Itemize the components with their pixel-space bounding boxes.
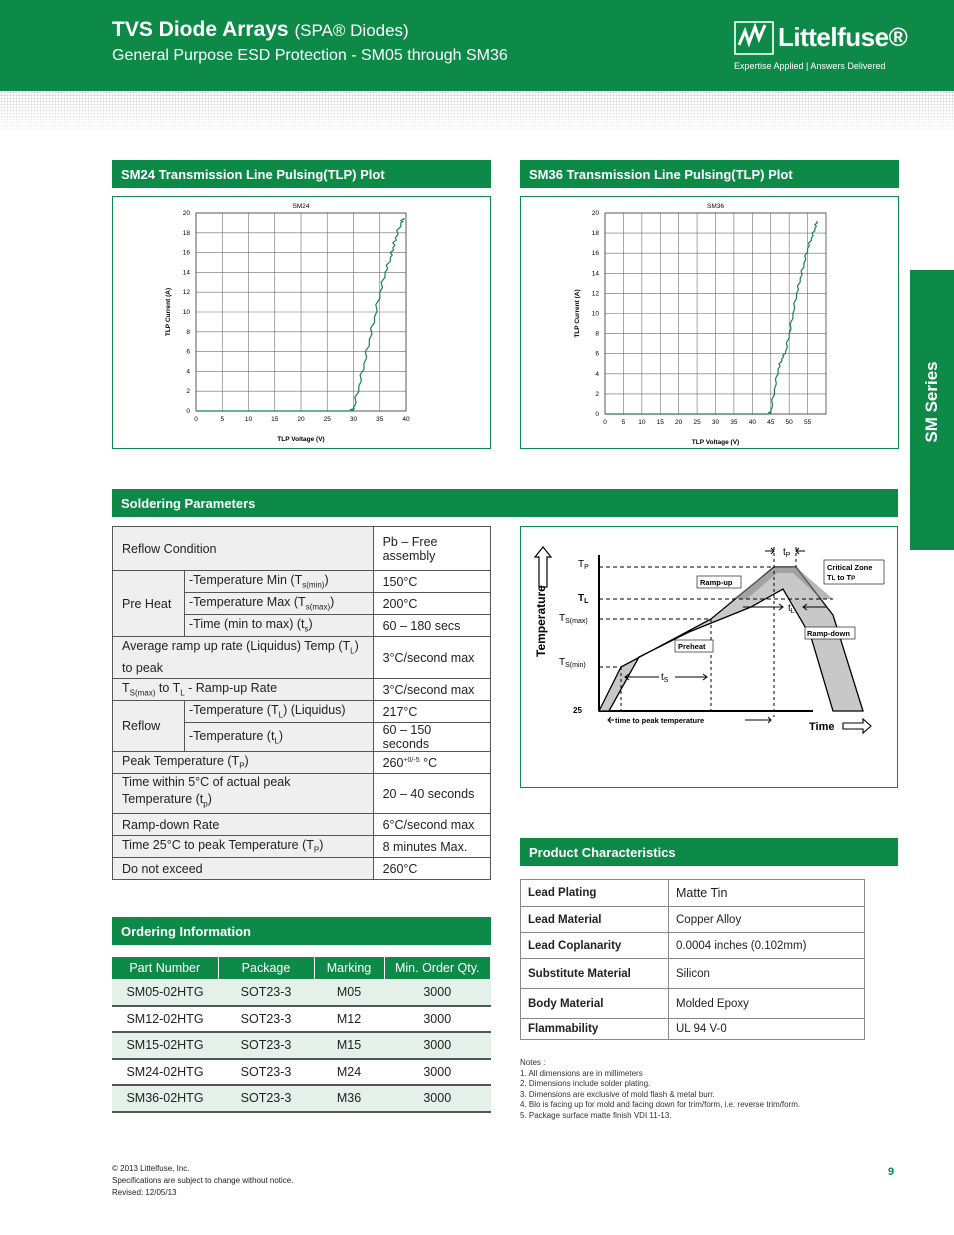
- x-tick-label: 35: [730, 419, 738, 426]
- package: SOT23-3: [218, 1032, 314, 1059]
- sm24-plot-heading: SM24 Transmission Line Pulsing(TLP) Plot: [112, 160, 491, 188]
- x-tick-label: 25: [323, 416, 331, 423]
- y-tick-label: 8: [186, 328, 190, 336]
- logo-tagline: Expertise Applied | Answers Delivered: [734, 61, 886, 71]
- x-axis-label: Time: [809, 721, 835, 733]
- soldering-heading: Soldering Parameters: [112, 489, 898, 517]
- solder-label: Peak Temperature $(T_P)$: [113, 752, 374, 774]
- series-line: [605, 221, 817, 414]
- product-value: Copper Alloy: [669, 907, 865, 933]
- solder-value: 150°C: [373, 571, 490, 593]
- y-tick-label: 10: [182, 309, 190, 316]
- min-order-qty: 3000: [384, 1032, 491, 1059]
- solder-value: 60 – 180 secs: [373, 615, 490, 637]
- marking: M24: [314, 1059, 384, 1086]
- note-item: 4. Blo is facing up for mold and facing down for trim/form, i.e. reverse trim/form.: [520, 1100, 801, 1109]
- time-axis-arrow-icon: [843, 719, 871, 733]
- solder-value: 8 minutes Max.: [373, 836, 490, 858]
- marking: M36: [314, 1085, 384, 1112]
- solder-group-label: Reflow: [113, 701, 185, 752]
- y-tick-label: 12: [591, 290, 599, 298]
- revision-date: Revised: 12/05/13: [112, 1188, 177, 1197]
- page-footer: [112, 1163, 293, 1199]
- product-value: Matte Tin: [669, 880, 865, 907]
- table-row: [112, 1085, 491, 1112]
- table-row: [113, 752, 491, 774]
- min-order-qty: 3000: [384, 1085, 491, 1112]
- note-item: 5. Package surface matte finish VDI 11-13.: [520, 1110, 672, 1120]
- table-row: [521, 933, 865, 959]
- table-row: [521, 989, 865, 1019]
- table-header-row: [112, 957, 491, 979]
- table-row: [112, 1006, 491, 1033]
- product-key: Lead Material: [521, 907, 669, 933]
- y-axis-label: Temperature: [534, 585, 548, 657]
- solder-value: 3°C/second max: [373, 679, 490, 701]
- table-row: [113, 836, 491, 858]
- t25-label: 25: [573, 706, 582, 715]
- x-tick-label: 25: [693, 419, 701, 426]
- package: SOT23-3: [218, 1006, 314, 1033]
- solder-value: 217°C: [373, 701, 490, 723]
- y-tick-label: 20: [591, 210, 599, 217]
- sm24-tlp-chart: [112, 196, 491, 449]
- table-row: [521, 959, 865, 989]
- x-axis-label: TLP Voltage (V): [277, 436, 325, 443]
- solder-label: Reflow Condition: [113, 527, 374, 571]
- column-header: Package: [218, 957, 314, 979]
- solder-value: 200°C: [373, 593, 490, 615]
- solder-sub-label: -Time (min to max) $(t_s)$: [185, 615, 374, 637]
- chart-grid: [196, 213, 406, 411]
- tl-time-label: $t_L$: [788, 603, 795, 615]
- column-header: Min. Order Qty.: [384, 957, 491, 979]
- column-header: Part Number: [112, 957, 218, 979]
- x-tick-label: 50: [785, 419, 793, 426]
- series-line: [196, 218, 404, 411]
- side-tab-label: SM Series: [922, 361, 941, 443]
- x-tick-label: 55: [803, 419, 812, 426]
- x-tick-label: 10: [638, 419, 646, 426]
- x-tick-label: 0: [603, 419, 607, 426]
- table-row: [113, 858, 491, 880]
- y-tick-label: 20: [182, 210, 190, 217]
- logo-text: Littelfuse®: [778, 22, 908, 52]
- ordering-heading: Ordering Information: [112, 917, 491, 945]
- reflow-profile-svg: [521, 527, 899, 789]
- table-row: [521, 907, 865, 933]
- y-tick-label: 0: [595, 411, 599, 418]
- package: SOT23-3: [218, 979, 314, 1006]
- package: SOT23-3: [218, 1085, 314, 1112]
- solder-value: 60 – 150 seconds: [373, 723, 490, 752]
- column-header: Marking: [314, 957, 384, 979]
- x-tick-label: 30: [711, 419, 720, 426]
- y-tick-label: 14: [182, 269, 190, 277]
- x-tick-label: 5: [621, 419, 626, 426]
- x-tick-label: 45: [767, 419, 775, 426]
- table-row: [113, 774, 491, 814]
- tp-time-label: $t_P$: [783, 547, 791, 559]
- table-row: [112, 1032, 491, 1059]
- x-tick-label: 5: [220, 416, 225, 423]
- ts-time-label: $t_S$: [661, 672, 669, 684]
- y-tick-label: 6: [186, 348, 190, 356]
- y-tick-label: 6: [595, 350, 599, 358]
- solder-sub-label: -Temperature Min $(T_{s(min)})$: [185, 571, 374, 593]
- x-tick-label: 20: [675, 419, 683, 426]
- temperature-axis-arrow-icon: [535, 547, 551, 587]
- tp-label: $T_P$: [578, 559, 589, 571]
- x-tick-label: 35: [376, 416, 384, 423]
- doc-subtitle: General Purpose ESD Protection - SM05 through SM36: [112, 47, 508, 64]
- marking: M15: [314, 1032, 384, 1059]
- solder-label: Time within 5°C of actual peak Temperature $(t_p)$: [113, 774, 374, 814]
- disclaimer: Specifications are subject to change without notice.: [112, 1176, 294, 1185]
- y-axis-label: TLP Current (A): [165, 287, 172, 337]
- sm24-chart-svg: [113, 197, 492, 450]
- x-tick-label: 15: [656, 419, 664, 426]
- solder-sub-label: -Temperature $(t_L)$: [185, 723, 374, 752]
- x-tick-label: 20: [297, 416, 305, 423]
- sm36-plot-heading: SM36 Transmission Line Pulsing(TLP) Plot: [520, 160, 899, 188]
- y-tick-label: 4: [595, 370, 599, 378]
- copyright: © 2013 Littelfuse, Inc.: [112, 1164, 190, 1173]
- x-tick-label: 40: [748, 419, 756, 426]
- table-row: [113, 701, 491, 723]
- chart-title: SM36: [707, 203, 724, 210]
- doc-title: [112, 18, 409, 42]
- table-row: [521, 880, 865, 907]
- note-item: 2. Dimensions include solder plating.: [520, 1079, 651, 1088]
- part-number: SM15-02HTG: [112, 1032, 218, 1059]
- y-tick-label: 18: [182, 229, 190, 237]
- solder-group-label: Pre Heat: [113, 571, 185, 637]
- doc-title-sub: (SPA® Diodes): [294, 21, 409, 40]
- min-order-qty: 3000: [384, 1006, 491, 1033]
- notes-title: Notes :: [520, 1058, 546, 1067]
- product-value: 0.0004 inches (0.102mm): [669, 933, 865, 959]
- x-tick-label: 30: [349, 416, 358, 423]
- page-header: [0, 0, 954, 91]
- solder-value: 3°C/second max: [373, 637, 490, 679]
- product-heading: Product Characteristics: [520, 838, 898, 866]
- package: SOT23-3: [218, 1059, 314, 1086]
- y-tick-label: 4: [186, 368, 190, 376]
- table-row: [113, 679, 491, 701]
- ordering-table: [112, 957, 491, 1113]
- time-to-peak-label: time to peak temperature: [615, 716, 705, 725]
- table-row: [113, 637, 491, 679]
- table-row: [113, 527, 491, 571]
- critical-zone-range: TL to TP: [827, 573, 856, 582]
- y-tick-label: 16: [182, 249, 190, 257]
- note-item: 1. All dimensions are in millimeters: [520, 1068, 643, 1078]
- table-row: [113, 571, 491, 593]
- reflow-profile-diagram: [520, 526, 898, 788]
- tl-label: $T_L$: [578, 593, 589, 605]
- min-order-qty: 3000: [384, 1059, 491, 1086]
- side-tab: [910, 270, 954, 550]
- sm36-tlp-chart: [520, 196, 899, 449]
- soldering-table: [112, 526, 491, 880]
- table-row: [112, 979, 491, 1006]
- header-dot-pattern: [0, 91, 954, 131]
- solder-label: Do not exceed: [113, 858, 374, 880]
- product-value: Silicon: [669, 959, 865, 989]
- solder-label: $T_{S(max)}$ to $T_L$ - Ramp-up Rate: [113, 679, 374, 701]
- y-tick-label: 16: [591, 250, 599, 258]
- product-value: Molded Epoxy: [669, 989, 865, 1019]
- x-axis-label: TLP Voltage (V): [691, 439, 740, 446]
- solder-label: Time 25°C to peak Temperature $(T_P)$: [113, 836, 374, 858]
- solder-sub-label: -Temperature Max $(T_{s(max)})$: [185, 593, 374, 615]
- ramp-up-label: Ramp-up: [700, 578, 733, 587]
- y-tick-label: 2: [595, 390, 599, 398]
- solder-value: Pb – Free assembly: [373, 527, 490, 571]
- product-value: UL 94 V-0: [669, 1019, 865, 1040]
- product-table: [520, 879, 865, 1040]
- sm36-chart-svg: [521, 197, 900, 450]
- y-tick-label: 12: [182, 289, 190, 297]
- solder-label: Ramp-down Rate: [113, 814, 374, 836]
- chart-title: SM24: [292, 203, 310, 210]
- table-row: [112, 1059, 491, 1086]
- y-tick-label: 0: [186, 408, 190, 415]
- part-number: SM36-02HTG: [112, 1085, 218, 1112]
- y-tick-label: 18: [591, 230, 599, 238]
- product-key: Body Material: [521, 989, 669, 1019]
- product-key: Lead Plating: [521, 880, 669, 907]
- x-tick-label: 10: [244, 416, 253, 423]
- marking: M05: [314, 979, 384, 1006]
- ramp-down-label: Ramp-down: [807, 629, 850, 638]
- product-key: Flammability: [521, 1019, 669, 1040]
- solder-label: Average ramp up rate (Liquidus) Temp $(T_L)$ to peak: [113, 637, 374, 679]
- product-key: Lead Coplanarity: [521, 933, 669, 959]
- preheat-label: Preheat: [678, 642, 706, 651]
- solder-value: 260°C: [373, 858, 490, 880]
- littelfuse-mark-icon: [734, 21, 774, 55]
- notes: [520, 1058, 800, 1121]
- tsmin-label: $T_{S(min)}$: [559, 657, 586, 669]
- tsmax-label: $T_{S(max)}$: [559, 613, 588, 625]
- solder-value: 20 – 40 seconds: [373, 774, 490, 814]
- product-key: Substitute Material: [521, 959, 669, 989]
- solder-value: $260^{+0/-5}$ °C: [373, 752, 490, 774]
- table-row: [113, 814, 491, 836]
- solder-value: 6°C/second max: [373, 814, 490, 836]
- x-tick-label: 0: [194, 416, 198, 423]
- page-number: 9: [888, 1166, 895, 1178]
- x-tick-label: 15: [271, 416, 279, 423]
- doc-title-main: TVS Diode Arrays: [112, 18, 289, 41]
- y-tick-label: 2: [186, 388, 190, 396]
- critical-zone-label: Critical Zone: [827, 563, 873, 572]
- littelfuse-logo: [732, 20, 908, 76]
- y-tick-label: 14: [591, 270, 599, 278]
- x-tick-label: 40: [402, 416, 410, 423]
- y-axis-label: TLP Current (A): [574, 289, 581, 338]
- part-number: SM12-02HTG: [112, 1006, 218, 1033]
- part-number: SM24-02HTG: [112, 1059, 218, 1086]
- min-order-qty: 3000: [384, 979, 491, 1006]
- solder-sub-label: -Temperature $(T_L)$ (Liquidus): [185, 701, 374, 723]
- note-item: 3. Dimensions are exclusive of mold flash & metal burr.: [520, 1089, 715, 1099]
- table-row: [521, 1019, 865, 1040]
- marking: M12: [314, 1006, 384, 1033]
- y-tick-label: 8: [595, 330, 599, 338]
- part-number: SM05-02HTG: [112, 979, 218, 1006]
- y-tick-label: 10: [591, 310, 599, 318]
